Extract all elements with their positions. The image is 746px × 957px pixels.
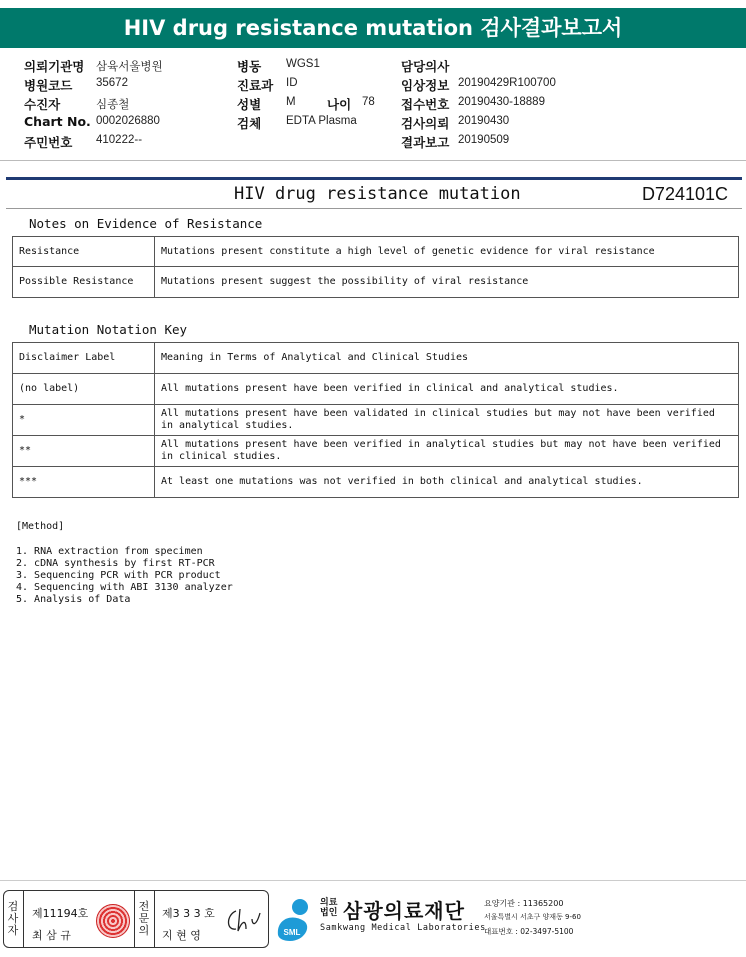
key-text: All mutations present have been validated in clinical studies but may not have been verified in analytical studies. xyxy=(155,405,739,436)
org-english: Samkwang Medical Laboratories xyxy=(320,923,486,933)
note-label: Resistance xyxy=(13,237,155,267)
header-value: 20190430-18889 xyxy=(458,96,545,108)
key-label: ** xyxy=(13,436,155,467)
notes-table xyxy=(12,236,739,298)
key-label: Disclaimer Label xyxy=(13,343,155,374)
header-label: 주민번호 xyxy=(24,135,73,150)
table-row xyxy=(13,343,739,374)
key-text: All mutations present have been verified in clinical and analytical studies. xyxy=(155,374,739,405)
method-step: 5. Analysis of Data xyxy=(16,594,131,605)
notation-key-table xyxy=(12,342,739,498)
header-value: 410222-- xyxy=(96,134,143,146)
signature-box xyxy=(3,890,269,948)
report-footer xyxy=(0,885,746,957)
tester-name: 최 삼 규 xyxy=(32,929,71,942)
header-label: 진료과 xyxy=(237,78,274,93)
org-prefix: 의료법인 xyxy=(320,898,338,918)
notes-heading: Notes on Evidence of Resistance xyxy=(29,216,263,231)
header-value: 0002026880 xyxy=(96,115,160,127)
table-row xyxy=(13,267,739,298)
header-label: 병동 xyxy=(237,59,262,74)
age-label: 나이 xyxy=(327,97,352,112)
header-value: 심종철 xyxy=(96,99,130,111)
method-step: 3. Sequencing PCR with PCR product xyxy=(16,570,221,581)
header-value: M xyxy=(286,96,296,108)
divider xyxy=(154,891,155,947)
org-name: 삼광의료재단 xyxy=(343,899,465,923)
header-value: EDTA Plasma xyxy=(286,115,357,127)
table-row xyxy=(13,237,739,267)
header-label: 의뢰기관명 xyxy=(24,59,85,74)
header-value: WGS1 xyxy=(286,58,320,70)
header-value: 삼육서울병원 xyxy=(96,61,163,73)
specialist-number: 제3 3 3 호 xyxy=(162,907,215,920)
header-label: Chart No. xyxy=(24,114,91,129)
key-heading: Mutation Notation Key xyxy=(29,322,188,337)
header-label: 병원코드 xyxy=(24,78,73,93)
age-value: 78 xyxy=(362,96,375,108)
method-step: 4. Sequencing with ABI 3130 analyzer xyxy=(16,582,233,593)
method-step: 2. cDNA synthesis by first RT-PCR xyxy=(16,558,215,569)
key-text: Meaning in Terms of Analytical and Clinical Studies xyxy=(155,343,739,374)
header-value: 35672 xyxy=(96,77,128,89)
header-divider xyxy=(0,160,746,161)
key-label: * xyxy=(13,405,155,436)
org-code: 요양기관 : 11365200 xyxy=(484,899,564,908)
header-label: 결과보고 xyxy=(401,135,450,150)
key-text: All mutations present have been verified in analytical studies but may not have been verified in clinical studies. xyxy=(155,436,739,467)
org-phone: 대표번호 : 02-3497-5100 xyxy=(484,927,574,936)
key-label: *** xyxy=(13,467,155,498)
table-row xyxy=(13,467,739,498)
table-row xyxy=(13,436,739,467)
header-label: 성별 xyxy=(237,97,262,112)
header-label: 접수번호 xyxy=(401,97,450,112)
specialist-name: 지 현 영 xyxy=(162,929,201,942)
tester-label: 검사자 xyxy=(7,900,19,937)
method-heading: [Method] xyxy=(16,521,65,532)
tester-number: 제11194호 xyxy=(32,907,89,920)
test-name: HIV drug resistance mutation xyxy=(234,184,521,204)
test-code: D724101C xyxy=(641,184,728,204)
org-address: 서울특별시 서초구 양재동 9-60 xyxy=(484,913,581,921)
report-title: HIV drug resistance mutation 검사결과보고서 xyxy=(123,16,623,40)
divider xyxy=(23,891,24,947)
specialist-label: 전문의 xyxy=(138,900,150,937)
report-title-bar xyxy=(0,8,746,48)
header-value: 20190509 xyxy=(458,134,510,146)
divider xyxy=(134,891,135,947)
header-label: 수진자 xyxy=(24,97,61,112)
footer-divider xyxy=(0,880,746,881)
section-rule xyxy=(6,177,742,180)
logo-text: SML xyxy=(283,928,301,937)
header-value: 20190430 xyxy=(458,115,510,127)
sml-logo-icon xyxy=(270,895,318,943)
note-text: Mutations present suggest the possibility of viral resistance xyxy=(155,267,739,298)
header-label: 담당의사 xyxy=(401,59,450,74)
note-text: Mutations present constitute a high level of genetic evidence for viral resistance xyxy=(155,237,739,267)
header-label: 검사의뢰 xyxy=(401,116,450,131)
header-value: 20190429R100700 xyxy=(458,77,556,89)
key-label: (no label) xyxy=(13,374,155,405)
header-label: 검체 xyxy=(237,116,262,131)
title-divider xyxy=(6,208,742,209)
patient-header xyxy=(0,52,746,160)
seal-stamp-icon xyxy=(96,904,130,938)
signature-icon xyxy=(222,905,262,935)
table-row xyxy=(13,405,739,436)
method-step: 1. RNA extraction from specimen xyxy=(16,546,203,557)
key-text: At least one mutations was not verified in both clinical and analytical studies. xyxy=(155,467,739,498)
note-label: Possible Resistance xyxy=(13,267,155,298)
table-row xyxy=(13,374,739,405)
header-label: 임상정보 xyxy=(401,78,450,93)
header-value: ID xyxy=(286,77,298,89)
